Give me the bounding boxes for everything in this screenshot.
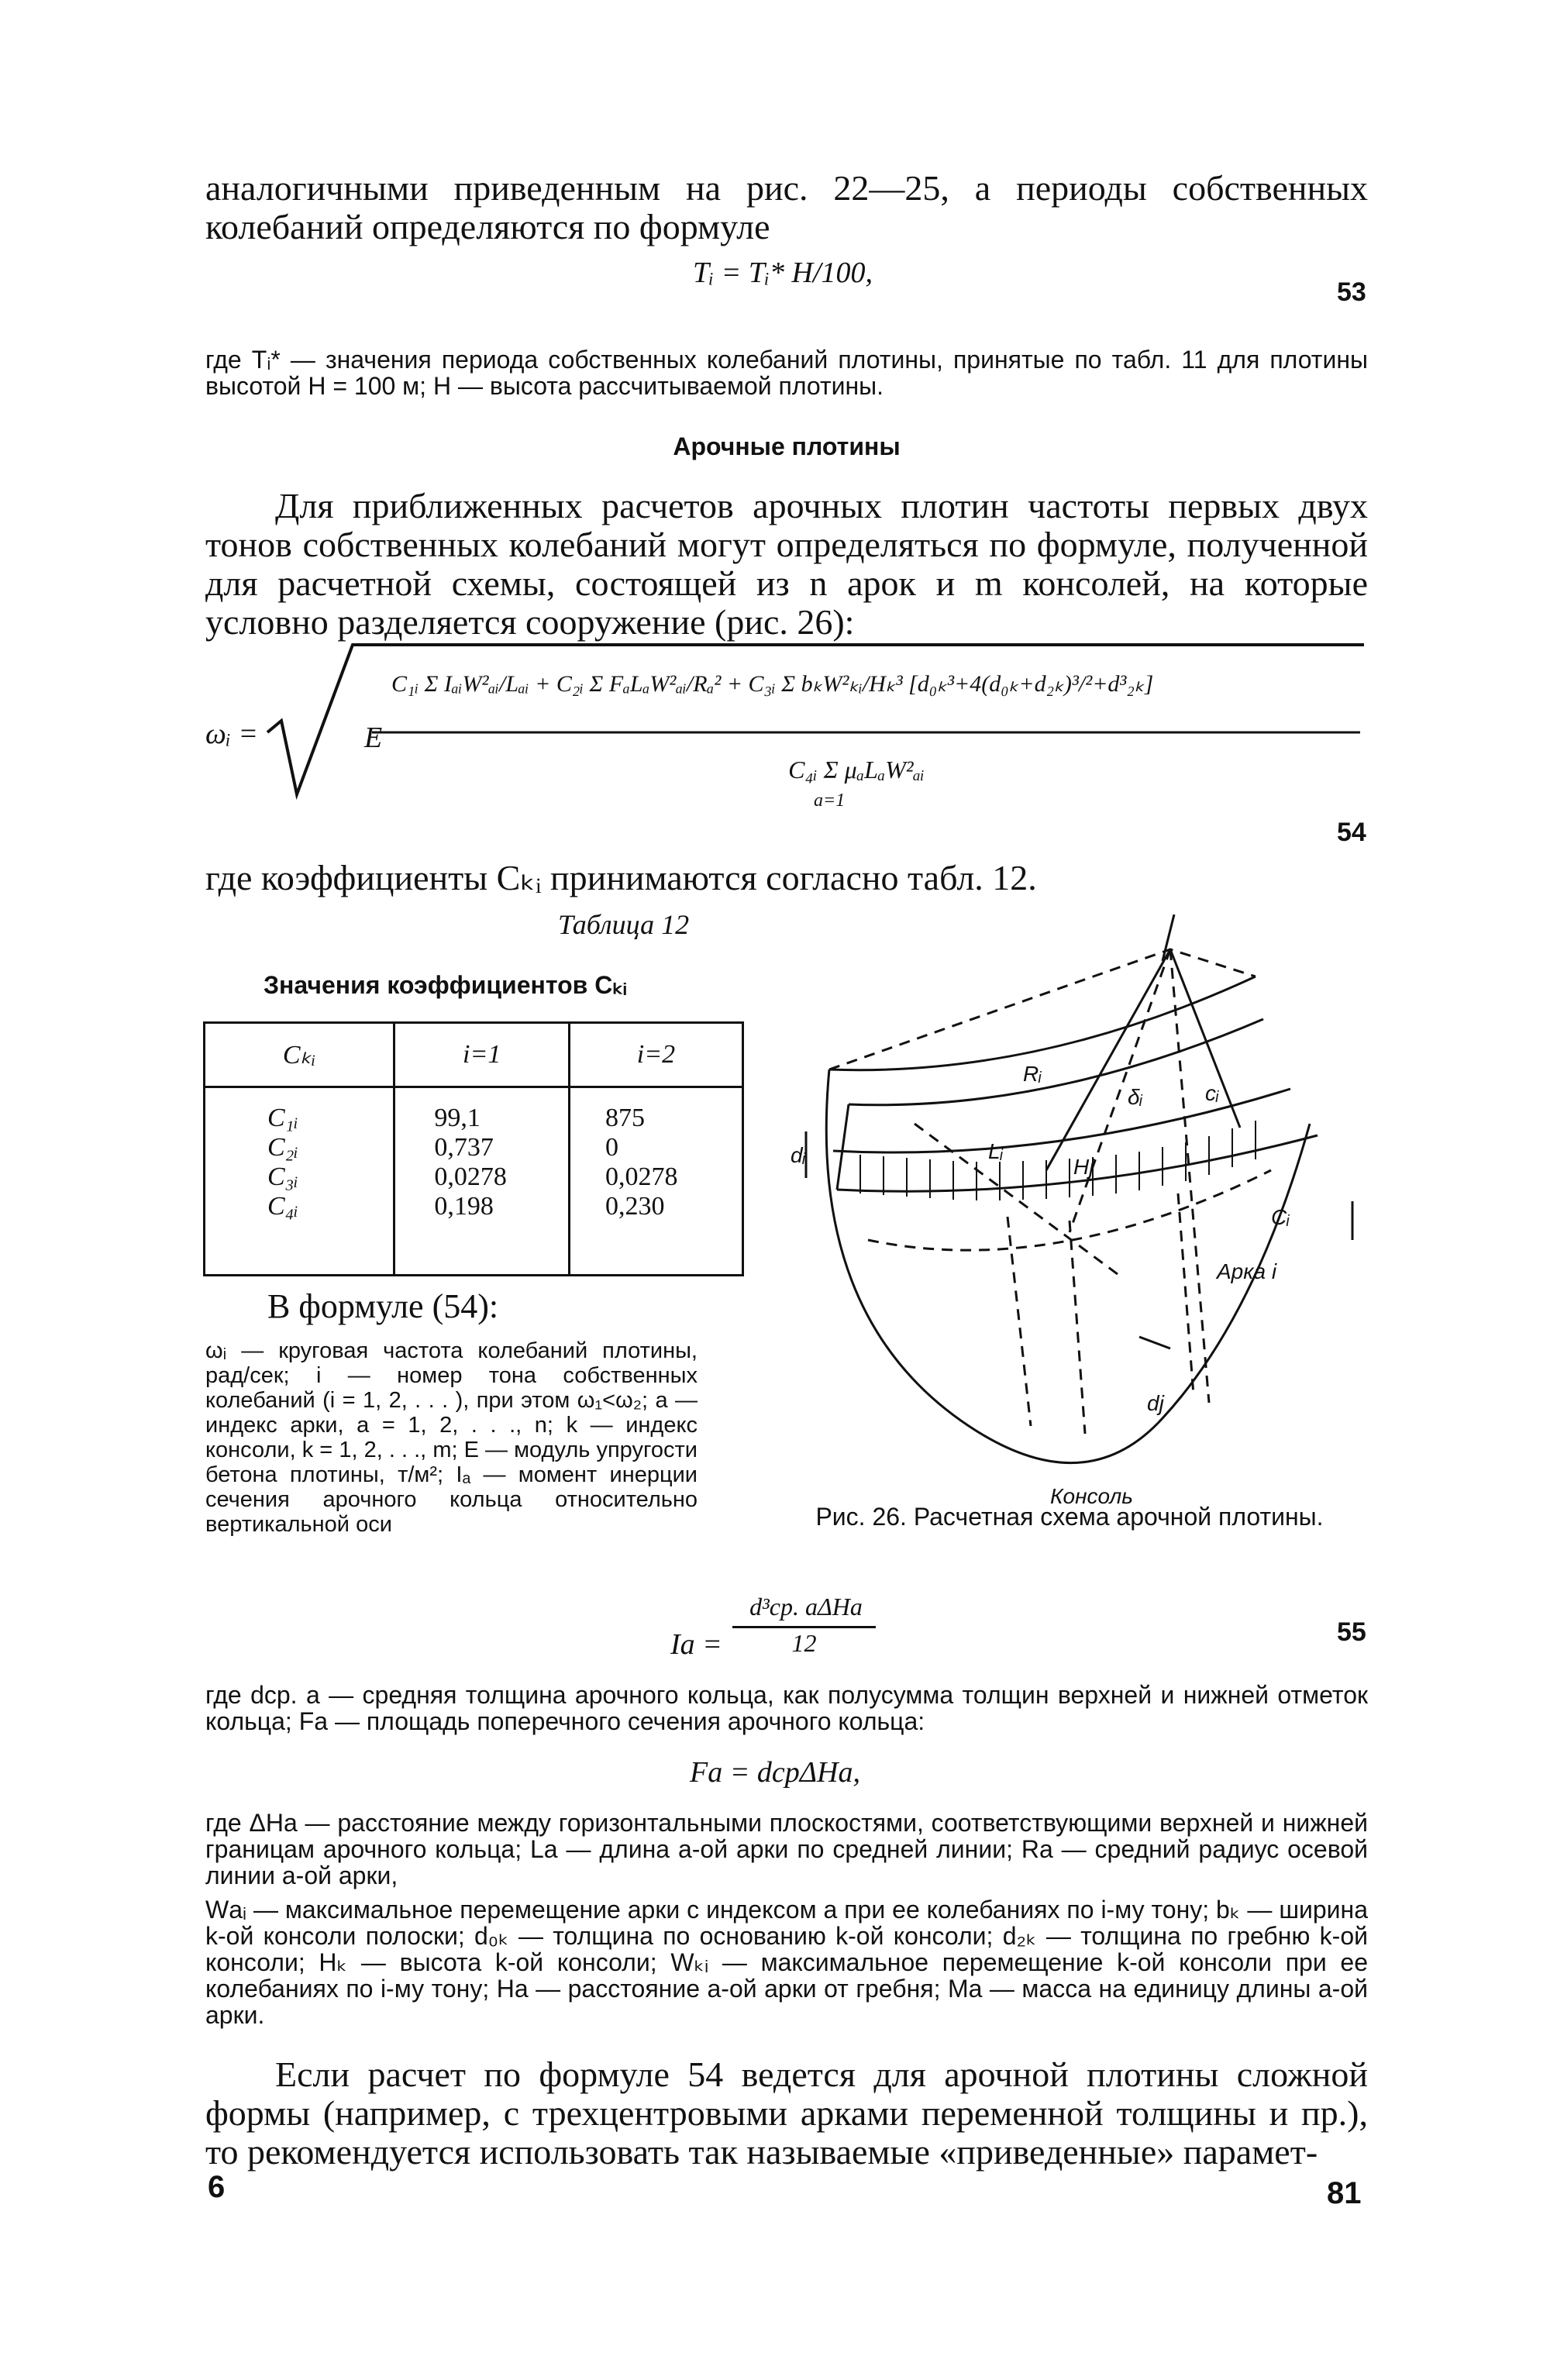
formula-53-explanation: где Tᵢ* — значения периода собственных колебаний плотины, принятые по табл. 11 для плотины высотой H = 100 м; H — высота рассчитываемой плотины. [205, 346, 1368, 400]
label-arch: Арка i [1217, 1259, 1277, 1283]
table-cell: 0,0278 [434, 1162, 507, 1191]
arch-dams-paragraph: Для приближенных расчетов арочных плотин частоты первых двух тонов собственных колебаний могут определяться по формуле, полученной для расчетной схемы, состоящей из n арок и m консолей, на которые условно разделяется сооружение (рис. 26): [205, 486, 1368, 642]
label-h: Hj [1073, 1155, 1094, 1179]
formula-54-numerator: C₁ᵢ Σ IₐᵢW²ₐᵢ/Lₐᵢ + C₂ᵢ Σ FₐLₐW²ₐᵢ/Rₐ² + C₃ᵢ Σ bₖW²ₖᵢ/Hₖ³ [d₀ₖ³+4(d₀ₖ+d₂ₖ)³/²+d³₂ₖ] [391, 671, 1154, 697]
label-l: Lᵢ [988, 1139, 1004, 1163]
coefficient-sentence: где коэффициенты Cₖᵢ принимаются согласно табл. 12. [205, 858, 1037, 897]
displacement-definitions: Wаᵢ — максимальное перемещение арки с индексом a при ее колебаниях по i-му тону; bₖ — ширина k-ой консоли полоски; d₀ₖ — толщина по основанию k-ой консоли; d₂ₖ — толщина по гребню k-ой консоли; Hₖ — высота k-ой консоли; Wₖᵢ — максимальное перемещение k-ой консоли при ее колебаниях по i-му тону; Hа — расстояние a-ой арки от гребня; Mа — масса на единицу длины a-ой арки. [205, 1896, 1368, 2029]
table-cell: 99,1 [434, 1104, 481, 1132]
formula-54-denominator: C₄ᵢ Σ μₐLₐW²ₐᵢ [788, 756, 925, 784]
table-cell: 0 [605, 1133, 618, 1162]
table-cell: 0,230 [605, 1192, 665, 1221]
table-cell: C₂ᵢ [267, 1133, 298, 1162]
table-caption: Таблица 12 [558, 909, 690, 940]
formula-fa: Fа = dсрΔHа, [690, 1756, 860, 1789]
table-header-cell: Cₖᵢ [205, 1023, 394, 1087]
footer-left-number: 6 [208, 2170, 226, 2204]
intro-paragraph: аналогичными приведенным на рис. 22—25, а периоды собственных колебаний определяются по формуле [205, 168, 1368, 246]
table-cell: C₃ᵢ [267, 1162, 298, 1191]
equation-number-55: 55 [1337, 1617, 1366, 1647]
formula-55-denominator: 12 [791, 1629, 817, 1657]
formula-54-e: E [364, 722, 383, 754]
definitions-left: ωᵢ — круговая частота колебаний плотины, рад/сек; i — номер тона собственных колебаний (i = 1, 2, . . . ), при этом ω₁<ω₂; a — индекс арки, a = 1, 2, . . ., n; k — индекс консоли, k = 1, 2, . . ., m; E — модуль упругости бетона плотины, т/м²; Iₐ — момент инерции сечения арочного кольца относительно вертикальной оси [205, 1338, 698, 1537]
label-r: Rᵢ [1023, 1062, 1042, 1086]
formula-54-sum-lower: a=1 [814, 790, 846, 811]
table-title: Значения коэффициентов Cₖᵢ [264, 971, 627, 999]
page-number: 81 [1327, 2176, 1362, 2210]
formula-55-numerator: d³ср. аΔHа [749, 1593, 863, 1621]
formula-54-intro: В формуле (54): [267, 1287, 499, 1325]
formula-55-explanation: где dср. а — средняя толщина арочного кольца, как полусумма толщин верхней и нижней отметок кольца; Fа — площадь поперечного сечения арочного кольца: [205, 1681, 1368, 1735]
label-d: dᵢ [791, 1143, 806, 1167]
formula-55-lhs: Iа = [670, 1628, 722, 1661]
formula-53: Tᵢ = Tᵢ* H/100, [693, 257, 873, 289]
fraction-bar [732, 1626, 876, 1628]
equation-number-53: 53 [1337, 277, 1366, 307]
table-cell: 875 [605, 1104, 645, 1132]
table-header-row [205, 1023, 743, 1087]
label-dj: dj [1147, 1391, 1164, 1415]
formula-fa-explanation: где ΔHа — расстояние между горизонтальными плоскостями, соответствующими верхней и нижней границам арочного кольца; Lа — длина a-ой арки по средней линии; Rа — средний радиус осевой линии a-ой арки, [205, 1809, 1368, 1889]
label-c1: cᵢ [1205, 1081, 1219, 1105]
formula-54-lhs: ωᵢ = [205, 718, 258, 750]
figure-caption: Рис. 26. Расчетная схема арочной плотины. [815, 1503, 1324, 1531]
coefficient-table [203, 1021, 744, 1276]
final-paragraph: Если расчет по формуле 54 ведется для арочной плотины сложной формы (например, с трехцентровыми арками переменной толщины и пр.), то рекомендуется использовать так называемые «приведенные» парамет- [205, 2055, 1368, 2172]
label-console: Консоль [1050, 1484, 1133, 1508]
section-heading: Арочные плотины [673, 432, 901, 460]
equation-number-54: 54 [1337, 818, 1366, 847]
table-header-cell: i=1 [394, 1023, 570, 1087]
label-delta: δᵢ [1128, 1085, 1143, 1109]
table-cell: C₁ᵢ [267, 1104, 298, 1132]
label-c2: Cᵢ [1271, 1205, 1290, 1229]
table-body-row [205, 1087, 743, 1276]
table-cell: 0,0278 [605, 1162, 678, 1191]
table-cell: C₄ᵢ [267, 1192, 298, 1221]
table-header-cell: i=2 [569, 1023, 742, 1087]
table-cell: 0,737 [434, 1133, 494, 1162]
formula-54 [205, 635, 1368, 837]
table-cell: 0,198 [434, 1192, 494, 1221]
arch-dam-diagram [775, 914, 1364, 1527]
